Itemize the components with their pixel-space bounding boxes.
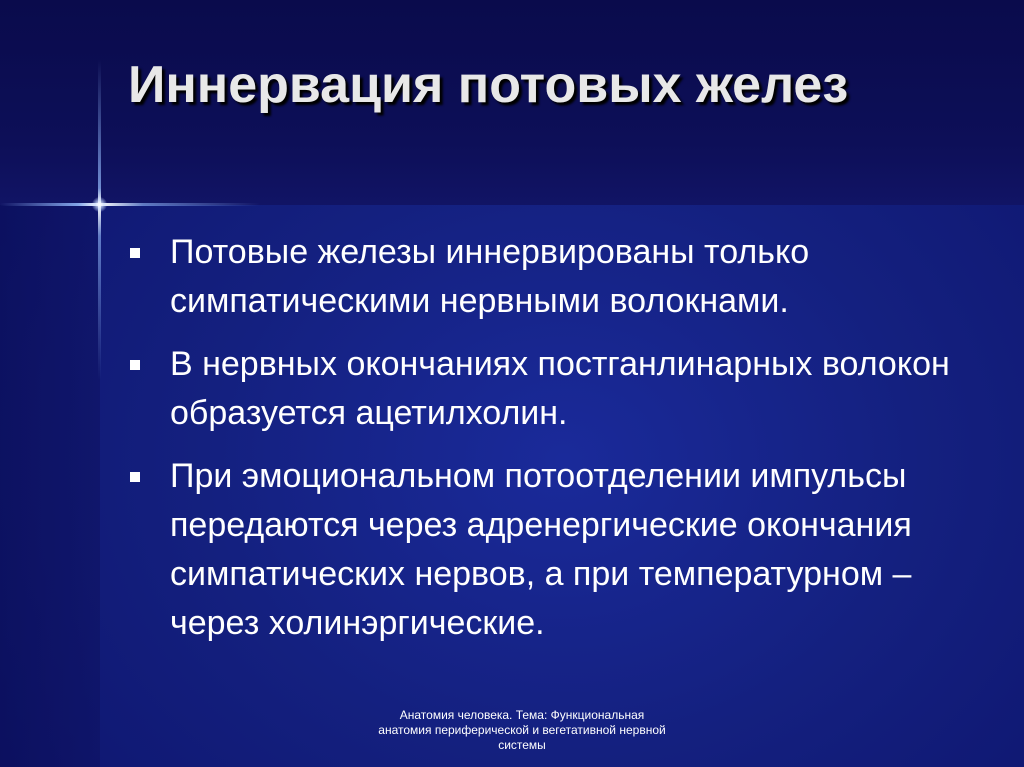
bullet-text: В нервных окончаниях постганлинарных волокон образуется ацетилхолин. [170, 345, 950, 432]
bullet-item [128, 340, 968, 438]
star-flare-horizontal [0, 203, 260, 206]
star-flare-vertical [98, 60, 101, 380]
bullet-item [128, 452, 968, 648]
bullet-text: Потовые железы иннервированы только симпатическими нервными волокнами. [170, 233, 810, 320]
slide-footer: Анатомия человека. Тема: Функциональная анатомия периферической и вегетативной нервной системы [378, 708, 666, 752]
bullet-text: При эмоциональном потоотделении импульсы передаются через адренергические окончания симпатических нервов, а при температурном – через холинэргические. [170, 457, 912, 642]
square-bullet-icon [130, 472, 140, 482]
slide-title: Иннервация потовых желез [128, 56, 849, 114]
star-flare-icon [92, 197, 107, 212]
bullet-list [128, 228, 968, 662]
square-bullet-icon [130, 360, 140, 370]
square-bullet-icon [130, 248, 140, 258]
bullet-item [128, 228, 968, 326]
